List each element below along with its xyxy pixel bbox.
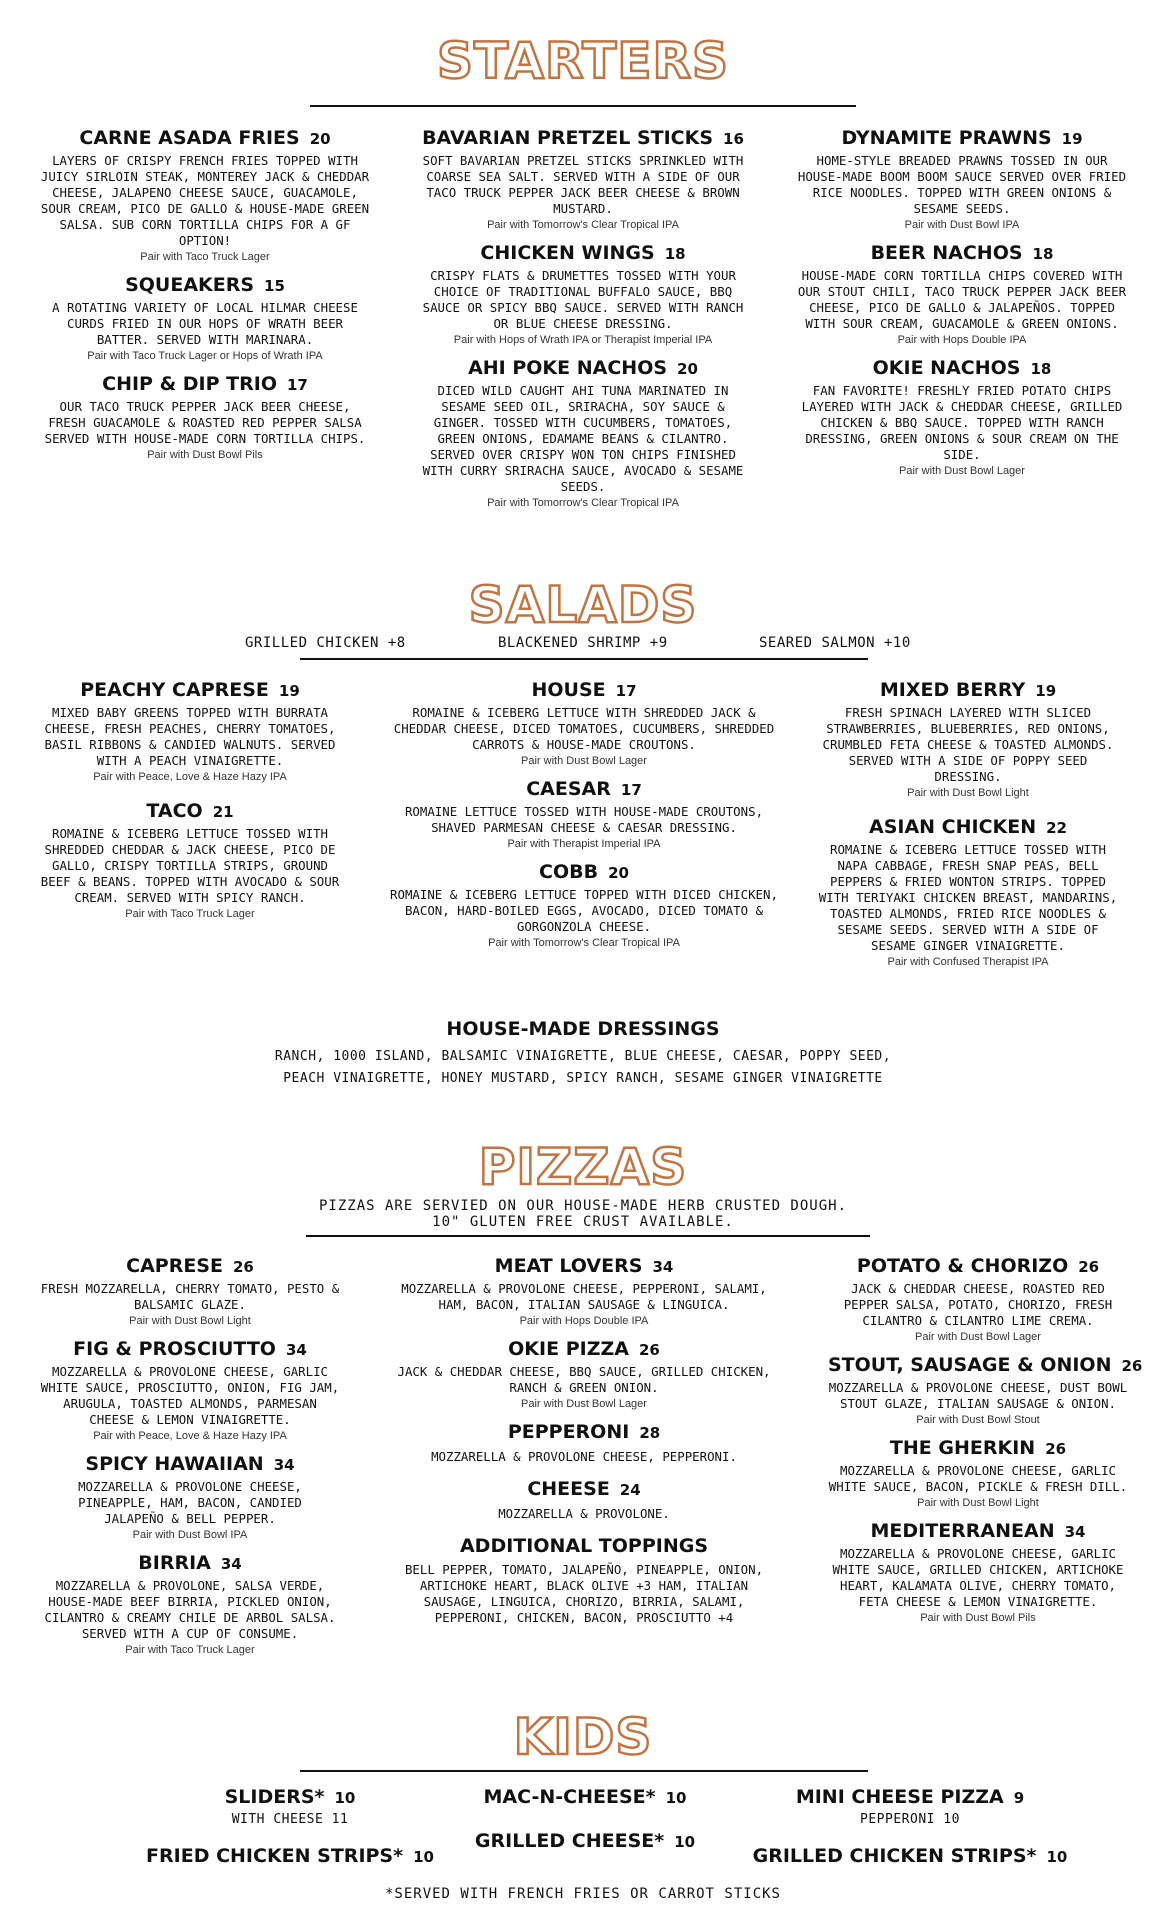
item-pairing: Pair with Tomorrow's Clear Tropical IPA bbox=[487, 497, 679, 509]
starters-right-column bbox=[792, 126, 1132, 487]
item-name: CARNE ASADA FRIES bbox=[79, 127, 300, 149]
menu-item bbox=[792, 126, 1132, 233]
item-name: CHICKEN WINGS bbox=[480, 242, 655, 264]
item-name: BEER NACHOS bbox=[870, 242, 1023, 264]
item-name: STOUT, SAUSAGE & ONION bbox=[828, 1354, 1112, 1376]
menu-item bbox=[40, 1337, 340, 1444]
item-name: AHI POKE NACHOS bbox=[468, 357, 668, 379]
pizza-note-line: PIZZAS ARE SERVIED ON OUR HOUSE-MADE HERB CRUSTED DOUGH. bbox=[318, 1198, 847, 1214]
item-price: 19 bbox=[278, 682, 300, 700]
item-name: CAESAR bbox=[526, 778, 611, 800]
item-price: 18 bbox=[1032, 245, 1054, 263]
item-pairing: Pair with Hops Double IPA bbox=[519, 1315, 649, 1327]
item-pairing: Pair with Taco Truck Lager bbox=[125, 1644, 255, 1656]
item-description: MOZZARELLA & PROVOLONE CHEESE, PEPPERONI, SALAMI, HAM, BACON, ITALIAN SAUSAGE & LINGUICA. bbox=[401, 1281, 767, 1312]
item-pairing: Pair with Taco Truck Lager bbox=[125, 908, 255, 920]
pizza-note-line: 10" GLUTEN FREE CRUST AVAILABLE. bbox=[432, 1214, 734, 1230]
item-description: HOME-STYLE BREADED PRAWNS TOSSED IN OUR HOUSE-MADE BOOM BOOM SAUCE SERVED OVER FRIED RICE NOODLES. TOPPED WITH GREEN ONIONS & SESAME SEEDS. bbox=[797, 153, 1127, 216]
menu-item bbox=[388, 860, 780, 951]
item-price: 16 bbox=[723, 130, 744, 148]
pizzas-rule bbox=[306, 1235, 870, 1237]
kids-item-grilled-chicken-strips bbox=[720, 1845, 1100, 1867]
menu-item bbox=[828, 1519, 1128, 1626]
item-pairing: Pair with Hops Double IPA bbox=[897, 334, 1027, 346]
item-name: ADDITIONAL TOPPINGS bbox=[459, 1535, 709, 1557]
item-name: OKIE NACHOS bbox=[872, 357, 1021, 379]
salad-addon: SEARED SALMON +10 bbox=[759, 635, 911, 651]
item-pairing: Pair with Tomorrow's Clear Tropical IPA bbox=[487, 219, 679, 231]
starters-title: STARTERS bbox=[437, 32, 729, 90]
item-name: CHIP & DIP TRIO bbox=[102, 373, 277, 395]
pizzas-left-column bbox=[40, 1254, 340, 1666]
menu-item bbox=[818, 815, 1118, 970]
item-price: 26 bbox=[232, 1258, 254, 1276]
item-name: MAC-N-CHEESE* bbox=[483, 1786, 656, 1808]
item-price: 34 bbox=[652, 1258, 674, 1276]
item-price: 20 bbox=[309, 130, 331, 148]
item-pairing: Pair with Confused Therapist IPA bbox=[887, 956, 1049, 968]
item-description: LAYERS OF CRISPY FRENCH FRIES TOPPED WITH JUICY SIRLOIN STEAK, MONTEREY JACK & CHEDDAR CHEESE, JALAPENO CHEESE SAUCE, GUACAMOLE, SOUR CREAM, PICO DE GALLO & HOUSE-MADE GREEN SALSA. SUB CORN TORTILLA CHIPS FOR A GF OPTION! bbox=[40, 153, 370, 248]
salad-addon: GRILLED CHICKEN +8 bbox=[245, 635, 406, 651]
item-price: 22 bbox=[1046, 819, 1067, 837]
item-price: 18 bbox=[1030, 360, 1052, 378]
item-description: ROMAINE LETTUCE TOSSED WITH HOUSE-MADE CROUTONS, SHAVED PARMESAN CHEESE & CAESAR DRESSING. bbox=[404, 804, 764, 835]
item-description: OUR TACO TRUCK PEPPER JACK BEER CHEESE, FRESH GUACAMOLE & ROASTED RED PEPPER SALSA SERVED WITH HOUSE-MADE CORN TORTILLA CHIPS. bbox=[44, 399, 366, 446]
salads-left-column bbox=[40, 678, 340, 930]
menu-item bbox=[40, 1551, 340, 1658]
menu-item bbox=[40, 799, 340, 922]
item-description: ROMAINE & ICEBERG LETTUCE TOPPED WITH DICED CHICKEN, BACON, HARD-BOILED EGGS, AVOCADO, DICED TOMATO & GORGONZOLA CHEESE. bbox=[390, 887, 778, 934]
kids-item-grilled-cheese bbox=[440, 1830, 730, 1852]
salads-rule bbox=[300, 658, 868, 660]
menu-item bbox=[396, 1477, 772, 1522]
item-description: CRISPY FLATS & DRUMETTES TOSSED WITH YOUR CHOICE OF TRADITIONAL BUFFALO SAUCE, BBQ SAUCE OR SPICY BBQ SAUCE. SERVED WITH RANCH OR BLUE CHEESE DRESSING. bbox=[422, 268, 744, 331]
menu-item bbox=[388, 678, 780, 769]
item-price: 18 bbox=[664, 245, 686, 263]
starters-left-column bbox=[40, 126, 370, 471]
item-name: MIXED BERRY bbox=[879, 679, 1026, 701]
menu-item bbox=[828, 1254, 1128, 1345]
item-price: 34 bbox=[273, 1456, 295, 1474]
item-name: MEAT LOVERS bbox=[494, 1255, 643, 1277]
item-name: BAVARIAN PRETZEL STICKS bbox=[422, 127, 714, 149]
item-pairing: Pair with Dust Bowl Lager bbox=[521, 755, 647, 767]
item-name: CHEESE bbox=[527, 1478, 610, 1500]
item-name: OKIE PIZZA bbox=[508, 1338, 629, 1360]
item-name: HOUSE bbox=[531, 679, 606, 701]
item-pairing: Pair with Dust Bowl Stout bbox=[916, 1414, 1040, 1426]
item-description: ROMAINE & ICEBERG LETTUCE WITH SHREDDED JACK & CHEDDAR CHEESE, DICED TOMATOES, CUCUMBERS, SHREDDED CARROTS & HOUSE-MADE CROUTONS. bbox=[393, 705, 775, 752]
item-price: 15 bbox=[264, 277, 285, 295]
item-description: MIXED BABY GREENS TOPPED WITH BURRATA CHEESE, FRESH PEACHES, CHERRY TOMATOES, BASIL RIBBONS & CANDIED WALNUTS. SERVED WITH A PEACH VINAIGRETTE. bbox=[44, 705, 336, 768]
item-description: JACK & CHEDDAR CHEESE, BBQ SAUCE, GRILLED CHICKEN, RANCH & GREEN ONION. bbox=[397, 1364, 771, 1395]
menu-item bbox=[396, 1337, 772, 1412]
item-price: 10 bbox=[413, 1848, 434, 1866]
menu-item bbox=[40, 1452, 340, 1543]
menu-item bbox=[40, 372, 370, 463]
item-name: SQUEAKERS bbox=[125, 274, 255, 296]
item-price: 28 bbox=[639, 1424, 661, 1442]
item-price: 10 bbox=[1046, 1848, 1068, 1866]
item-description: BELL PEPPER, TOMATO, JALAPEÑO, PINEAPPLE, ONION, ARTICHOKE HEART, BLACK OLIVE +3 HAM, ITALIAN SAUSAGE, LINGUICA, CHORIZO, BIRRIA, SALAMI, PEPPERONI, CHICKEN, BACON, PROSCIUTTO +4 bbox=[404, 1562, 764, 1625]
salads-title: SALADS bbox=[468, 576, 698, 634]
pizzas-right-column bbox=[828, 1254, 1143, 1634]
item-description: FRESH SPINACH LAYERED WITH SLICED STRAWBERRIES, BLUEBERRIES, RED ONIONS, CRUMBLED FETA CHEESE & TOASTED ALMONDS. SERVED WITH A SIDE OF POPPY SEED DRESSING. bbox=[822, 705, 1114, 784]
item-price: 19 bbox=[1035, 682, 1057, 700]
menu-item bbox=[396, 1254, 772, 1329]
dressings-line: RANCH, 1000 ISLAND, BALSAMIC VINAIGRETTE, BLUE CHEESE, CAESAR, POPPY SEED, bbox=[274, 1049, 892, 1064]
item-price: 10 bbox=[334, 1789, 356, 1807]
item-pairing: Pair with Dust Bowl Light bbox=[129, 1315, 251, 1327]
item-pairing: Pair with Tomorrow's Clear Tropical IPA bbox=[488, 937, 680, 949]
item-description: MOZZARELLA & PROVOLONE CHEESE, PINEAPPLE, HAM, BACON, CANDIED JALAPEÑO & BELL PEPPER. bbox=[78, 1479, 302, 1526]
item-pairing: Pair with Dust Bowl Light bbox=[917, 1497, 1039, 1509]
item-pairing: Pair with Taco Truck Lager bbox=[140, 251, 270, 263]
item-price: 34 bbox=[285, 1341, 307, 1359]
item-pairing: Pair with Peace, Love & Haze Hazy IPA bbox=[93, 1430, 287, 1442]
item-name: DYNAMITE PRAWNS bbox=[841, 127, 1052, 149]
salad-addon: BLACKENED SHRIMP +9 bbox=[498, 635, 668, 651]
item-pairing: Pair with Dust Bowl Light bbox=[907, 787, 1029, 799]
menu-item bbox=[818, 678, 1118, 801]
item-description: JACK & CHEDDAR CHEESE, ROASTED RED PEPPER SALSA, POTATO, CHORIZO, FRESH CILANTRO & CILANTRO LIME CREMA. bbox=[843, 1281, 1113, 1328]
item-price: 17 bbox=[615, 682, 637, 700]
kids-title: KIDS bbox=[513, 1708, 653, 1766]
item-pairing: Pair with Dust Bowl Lager bbox=[899, 465, 1025, 477]
item-price: 24 bbox=[619, 1481, 641, 1499]
item-pairing: Pair with Taco Truck Lager or Hops of Wrath IPA bbox=[87, 350, 323, 362]
pizza-note bbox=[0, 1198, 1166, 1230]
item-price: 34 bbox=[1064, 1523, 1086, 1541]
starters-middle-column bbox=[413, 126, 753, 519]
item-name: FIG & PROSCIUTTO bbox=[73, 1338, 276, 1360]
item-description: ROMAINE & ICEBERG LETTUCE TOSSED WITH SHREDDED CHEDDAR & JACK CHEESE, PICO DE GALLO, CRISPY TORTILLA STRIPS, GROUND BEEF & BEANS. TOPPED WITH AVOCADO & SOUR CREAM. SERVED WITH SPICY RANCH. bbox=[40, 826, 340, 905]
menu-item bbox=[828, 1436, 1128, 1511]
menu-item bbox=[828, 1353, 1143, 1428]
menu-item bbox=[792, 356, 1132, 479]
item-description: DICED WILD CAUGHT AHI TUNA MARINATED IN SESAME SEED OIL, SRIRACHA, SOY SAUCE & GINGER. TOSSED WITH CUCUMBERS, TOMATOES, GREEN ONIONS, EDAMAME BEANS & CILANTRO. SERVED OVER CRISPY WON TON CHIPS FINISHED WITH CURRY SRIRACHA SAUCE, AVOCADO & SESAME SEEDS. bbox=[422, 383, 744, 494]
kids-item-mini-cheese-pizza bbox=[760, 1786, 1060, 1827]
item-pairing: Pair with Dust Bowl IPA bbox=[132, 1529, 248, 1541]
menu-item bbox=[40, 1254, 340, 1329]
starters-rule bbox=[310, 105, 856, 107]
item-name: PEACHY CAPRESE bbox=[80, 679, 269, 701]
item-price: 34 bbox=[220, 1555, 242, 1573]
menu-item bbox=[413, 126, 753, 233]
item-description: MOZZARELLA & PROVOLONE CHEESE, PEPPERONI. bbox=[431, 1449, 737, 1464]
menu-item bbox=[396, 1534, 772, 1626]
item-price: 26 bbox=[1045, 1440, 1067, 1458]
dressings-block bbox=[0, 1018, 1166, 1090]
item-pairing: Pair with Dust Bowl IPA bbox=[904, 219, 1020, 231]
item-name: CAPRESE bbox=[126, 1255, 223, 1277]
salads-right-column bbox=[818, 678, 1118, 978]
kids-item-sliders bbox=[160, 1786, 420, 1827]
item-price: 17 bbox=[286, 376, 308, 394]
item-name: BIRRIA bbox=[138, 1552, 211, 1574]
kids-rule bbox=[300, 1770, 868, 1772]
kids-item-fried-chicken-strips bbox=[110, 1845, 470, 1867]
item-name: POTATO & CHORIZO bbox=[856, 1255, 1069, 1277]
item-price: 17 bbox=[620, 781, 642, 799]
item-pairing: Pair with Dust Bowl Lager bbox=[521, 1398, 647, 1410]
item-description: MOZZARELLA & PROVOLONE. bbox=[498, 1506, 670, 1521]
item-description: MOZZARELLA & PROVOLONE CHEESE, GARLIC WHITE SAUCE, BACON, PICKLE & FRESH DILL. bbox=[828, 1463, 1128, 1494]
kids-item-mac-n-cheese bbox=[440, 1786, 730, 1808]
item-price: 10 bbox=[665, 1789, 687, 1807]
item-description: ROMAINE & ICEBERG LETTUCE TOSSED WITH NAPA CABBAGE, FRESH SNAP PEAS, BELL PEPPERS & FRIED WONTON STRIPS. TOPPED WITH TERIYAKI CHICKEN BREAST, MANDARINS, TOASTED ALMONDS, FRIED RICE NOODLES & SESAME SEEDS. SERVED WITH A SIDE OF SESAME GINGER VINAIGRETTE. bbox=[818, 842, 1118, 953]
item-description: MOZZARELLA & PROVOLONE CHEESE, GARLIC WHITE SAUCE, PROSCIUTTO, ONION, FIG JAM, ARUGULA, TOASTED ALMONDS, PARMESAN CHEESE & LEMON VINAIGRETTE. bbox=[40, 1364, 340, 1427]
item-price: 26 bbox=[1078, 1258, 1100, 1276]
item-name: FRIED CHICKEN STRIPS* bbox=[146, 1845, 404, 1867]
item-pairing: Pair with Dust Bowl Pils bbox=[147, 449, 263, 461]
item-description: MOZZARELLA & PROVOLONE, SALSA VERDE, HOUSE-MADE BEEF BIRRIA, PICKLED ONION, CILANTRO & CREAMY CHILE DE ARBOL SALSA. SERVED WITH A CUP OF CONSUME. bbox=[44, 1578, 336, 1641]
pizzas-title: PIZZAS bbox=[478, 1138, 688, 1196]
item-pairing: Pair with Hops of Wrath IPA or Therapist Imperial IPA bbox=[453, 334, 713, 346]
item-description: A ROTATING VARIETY OF LOCAL HILMAR CHEESE CURDS FRIED IN OUR HOPS OF WRATH BEER BATTER. SERVED WITH MARINARA. bbox=[52, 300, 358, 347]
salads-middle-column bbox=[388, 678, 780, 959]
dressings-line: PEACH VINAIGRETTE, HONEY MUSTARD, SPICY RANCH, SESAME GINGER VINAIGRETTE bbox=[283, 1071, 883, 1086]
item-price: 20 bbox=[608, 864, 629, 882]
item-name: GRILLED CHICKEN STRIPS* bbox=[752, 1845, 1037, 1867]
menu-item bbox=[388, 777, 780, 852]
item-name: TACO bbox=[146, 800, 203, 822]
item-price: 21 bbox=[212, 803, 234, 821]
item-option: WITH CHEESE 11 bbox=[231, 1812, 349, 1827]
menu-item bbox=[396, 1420, 772, 1465]
menu-item bbox=[413, 241, 753, 348]
item-name: THE GHERKIN bbox=[889, 1437, 1036, 1459]
item-name: GRILLED CHEESE* bbox=[474, 1830, 665, 1852]
item-price: 19 bbox=[1061, 130, 1083, 148]
item-name: SPICY HAWAIIAN bbox=[85, 1453, 264, 1475]
kids-footnote: *SERVED WITH FRENCH FRIES OR CARROT STICKS bbox=[384, 1886, 781, 1902]
item-price: 26 bbox=[638, 1341, 660, 1359]
item-name: COBB bbox=[539, 861, 599, 883]
menu-item bbox=[40, 126, 370, 265]
item-description: HOUSE-MADE CORN TORTILLA CHIPS COVERED WITH OUR STOUT CHILI, TACO TRUCK PEPPER JACK BEER CHEESE, PICO DE GALLO & JALAPEÑOS. TOPPED WITH SOUR CREAM, GUACAMOLE & GREEN ONIONS. bbox=[797, 268, 1127, 331]
item-option: PEPPERONI 10 bbox=[860, 1812, 960, 1827]
item-description: FRESH MOZZARELLA, CHERRY TOMATO, PESTO & BALSAMIC GLAZE. bbox=[40, 1281, 340, 1312]
item-name: MEDITERRANEAN bbox=[870, 1520, 1055, 1542]
item-name: PEPPERONI bbox=[507, 1421, 630, 1443]
item-price: 10 bbox=[674, 1833, 696, 1851]
item-pairing: Pair with Dust Bowl Lager bbox=[915, 1331, 1041, 1343]
item-description: MOZZARELLA & PROVOLONE CHEESE, GARLIC WHITE SAUCE, GRILLED CHICKEN, ARTICHOKE HEART, KALAMATA OLIVE, CHERRY TOMATO, FETA CHEESE & LEMON VINAIGRETTE. bbox=[832, 1546, 1124, 1609]
item-price: 20 bbox=[677, 360, 698, 378]
item-description: FAN FAVORITE! FRESHLY FRIED POTATO CHIPS LAYERED WITH JACK & CHEDDAR CHEESE, GRILLED CHICKEN & BBQ SAUCE. TOPPED WITH RANCH DRESSING, GREEN ONIONS & SOUR CREAM ON THE SIDE. bbox=[801, 383, 1123, 462]
item-pairing: Pair with Therapist Imperial IPA bbox=[507, 838, 661, 850]
pizzas-middle-column bbox=[396, 1254, 772, 1634]
item-description: SOFT BAVARIAN PRETZEL STICKS SPRINKLED WITH COARSE SEA SALT. SERVED WITH A SIDE OF OUR TACO TRUCK PEPPER JACK BEER CHEESE & BROWN MUSTARD. bbox=[422, 153, 744, 216]
item-name: ASIAN CHICKEN bbox=[868, 816, 1037, 838]
menu-item bbox=[413, 356, 753, 511]
menu-item bbox=[792, 241, 1132, 348]
item-description: MOZZARELLA & PROVOLONE CHEESE, DUST BOWL STOUT GLAZE, ITALIAN SAUSAGE & ONION. bbox=[828, 1380, 1128, 1411]
item-name: MINI CHEESE PIZZA bbox=[795, 1786, 1004, 1808]
item-pairing: Pair with Dust Bowl Pils bbox=[920, 1612, 1036, 1624]
menu-item bbox=[40, 273, 370, 364]
dressings-title: HOUSE-MADE DRESSINGS bbox=[446, 1018, 720, 1040]
menu-item bbox=[40, 678, 340, 785]
item-price: 9 bbox=[1013, 1789, 1025, 1807]
item-price: 26 bbox=[1121, 1357, 1143, 1375]
item-name: SLIDERS* bbox=[224, 1786, 325, 1808]
item-pairing: Pair with Peace, Love & Haze Hazy IPA bbox=[93, 771, 287, 783]
